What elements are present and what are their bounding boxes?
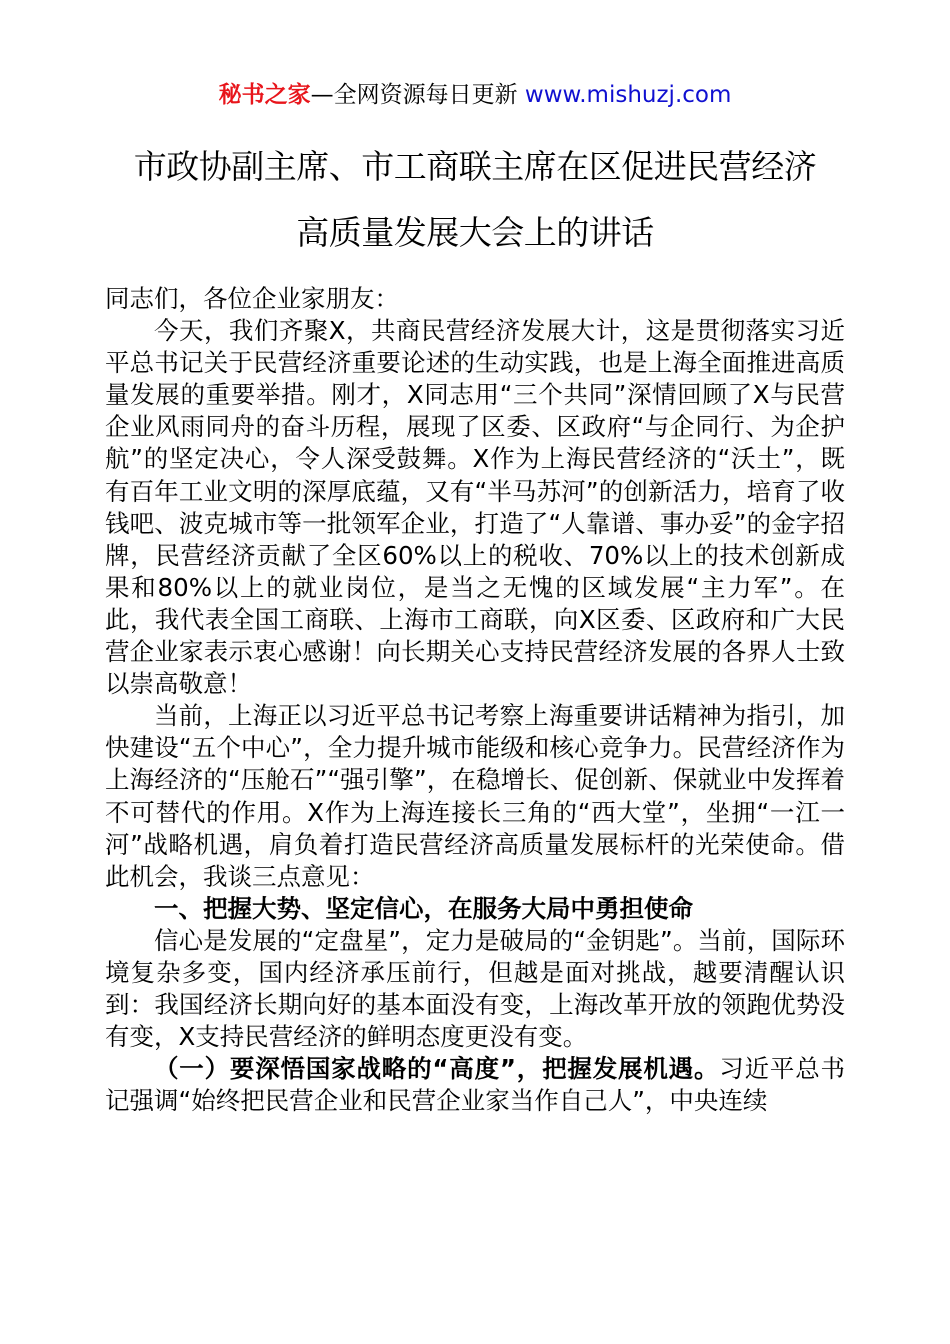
subheading-1: （一）要深悟国家战略的“高度”，把握发展机遇。 [154,1054,720,1084]
paragraph-1: 今天，我们齐聚X，共商民营经济发展大计，这是贯彻落实习近平总书记关于民营经济重要论述的生动实践，也是上海全面推进高质量发展的重要举措。刚才，X同志用“三个共同”深情回顾了X与民营企业风雨同舟的奋斗历程，展现了区委、区政府“与企同行、为企护航”的坚定决心，令人深受鼓舞。X作为上海民营经济的“沃土”，既有百年工业文明的深厚底蕴，又有“半马苏河”的创新活力，培育了收钱吧、波克城市等一批领军企业，打造了“人靠谱、事办妥”的金字招牌，民营经济贡献了全区60%以上的税收、70%以上的技术创新成果和80%以上的就业岗位，是当之无愧的区域发展“主力军”。在此，我代表全国工商联、上海市工商联，向X区委、区政府和广大民营企业家表示衷心感谢！向长期关心支持民营经济发展的各界人士致以崇高敬意！ [105,316,845,699]
section-heading-1: 一、把握大势、坚定信心，在服务大局中勇担使命 [154,893,693,923]
document-title-line-1: 市政协副主席、市工商联主席在区促进民营经济 [133,147,817,186]
header-slogan: —全网资源每日更新 [310,82,518,108]
paragraph-4 [105,1053,845,1117]
paragraph-3: 信心是发展的“定盘星”，定力是破局的“金钥匙”。当前，国际环境复杂多变，国内经济承压前行，但越是面对挑战，越要清醒认识到：我国经济长期向好的基本面没有变，上海改革开放的领跑优势没有变，X支持民营经济的鲜明态度更没有变。 [105,925,845,1052]
site-header [0,80,950,110]
document-title-line-2: 高质量发展大会上的讲话 [296,213,654,252]
paragraph-4-text: 习近平总书记强调“始终把民营企业和民营企业家当作自己人”，中央连续 [105,1054,846,1116]
site-url-link[interactable]: www.mishuzj.com [524,82,732,108]
salutation: 同志们，各位企业家朋友： [105,284,399,313]
brand-name: 秘书之家 [218,82,311,108]
paragraph-2: 当前，上海正以习近平总书记考察上海重要讲话精神为指引，加快建设“五个中心”，全力提升城市能级和核心竞争力。民营经济作为上海经济的“压舱石”“强引擎”，在稳增长、促创新、保就业中发挥着不可替代的作用。X作为上海连接长三角的“西大堂”，坐拥“一江一河”战略机遇，肩负着打造民营经济高质量发展标杆的光荣使命。借此机会，我谈三点意见： [105,701,845,891]
document-body [105,283,845,1117]
